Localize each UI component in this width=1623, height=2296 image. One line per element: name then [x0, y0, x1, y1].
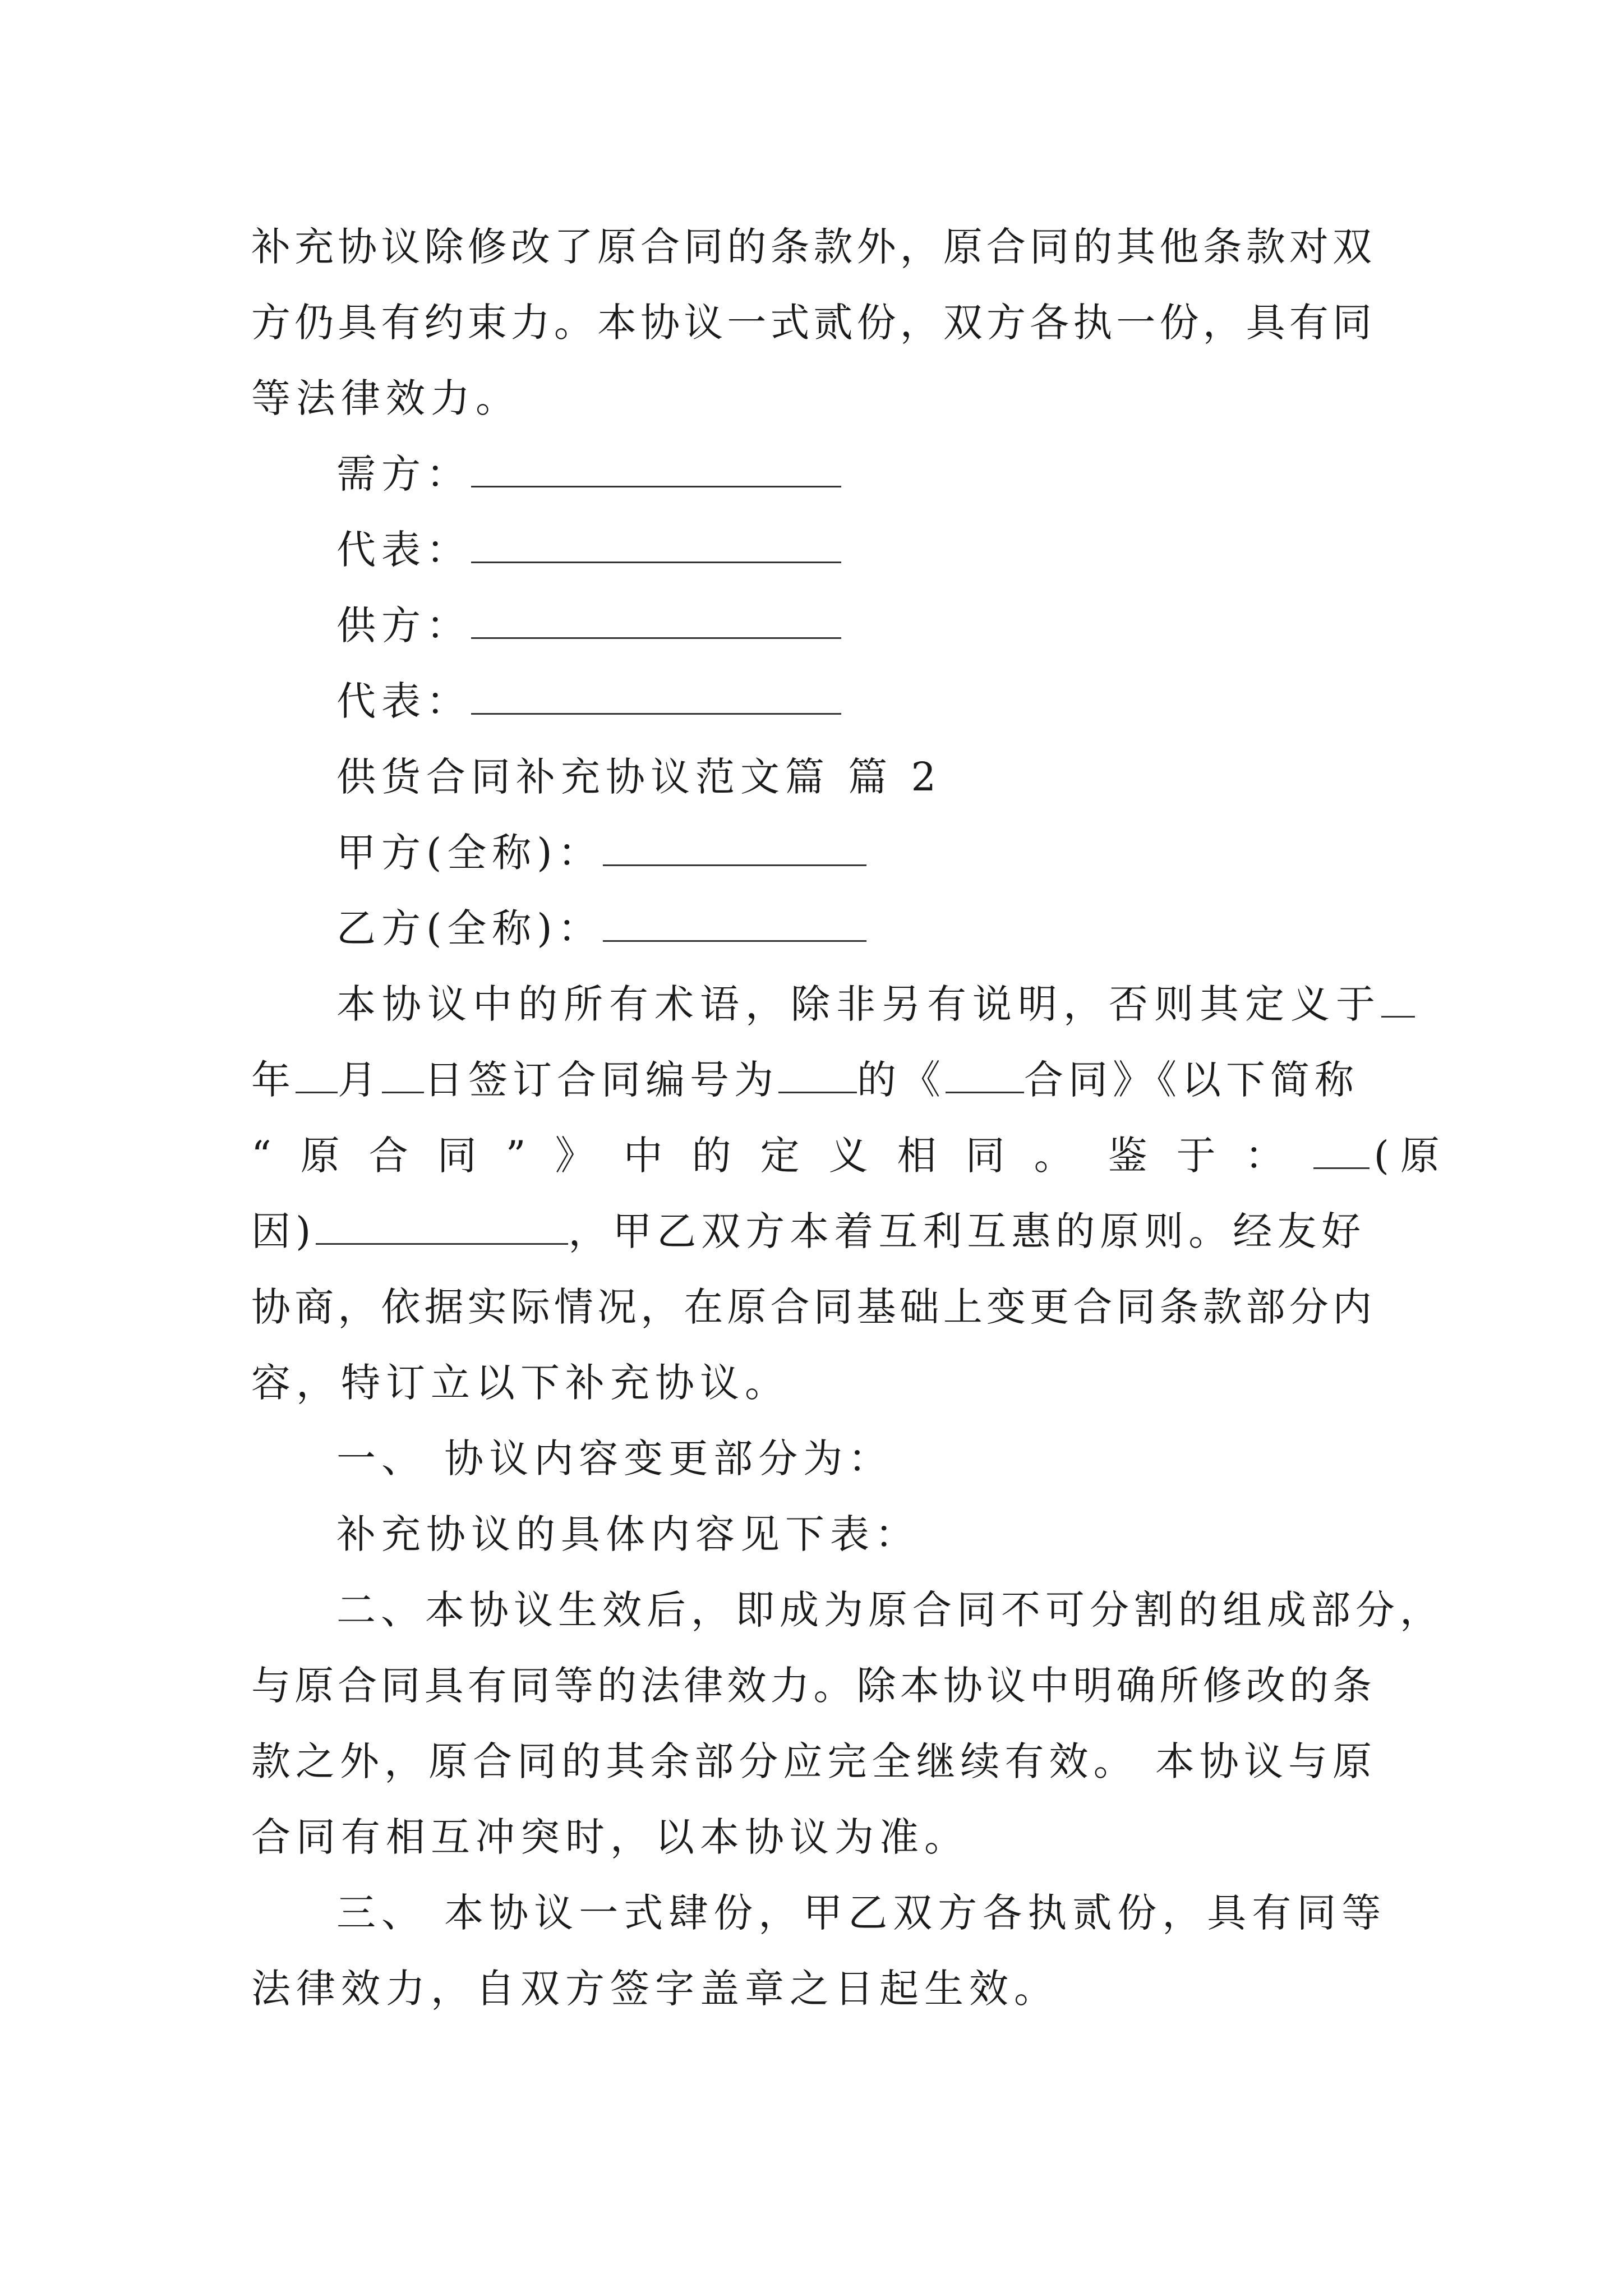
- signature-demand-party: [336, 451, 841, 497]
- item-3-line-2: 法律效力，自双方签字盖章之日起生效。: [251, 1966, 1059, 2012]
- para2-line-1: [336, 981, 1415, 1027]
- signature-label: 供方：: [336, 602, 471, 648]
- para2-line-5: 协商，依据实际情况，在原合同基础上变更合同条款部分内: [251, 1284, 1372, 1330]
- signature-supply-party: [336, 602, 841, 648]
- item-2-line-4: 合同有相互冲突时，以本协议为准。: [251, 1814, 969, 1860]
- para2-text: “原合同”》中的定义相同。: [251, 1133, 1103, 1179]
- section-title: 供货合同补充协议范文篇 篇 2: [336, 754, 942, 800]
- para2-text: 合同》《以下简称: [1024, 1057, 1359, 1103]
- signature-blank: [471, 682, 841, 715]
- contract-name-blank: [946, 1060, 1024, 1093]
- para2-text: ，甲乙双方本着互利互惠的原则。经友好: [568, 1208, 1366, 1254]
- signature-blank: [471, 606, 841, 639]
- para1-line-1: 补充协议除修改了原合同的条款外，原合同的其他条款对双: [251, 224, 1372, 270]
- month-blank: [382, 1060, 424, 1093]
- signature-blank: [471, 454, 841, 487]
- signature-blank: [471, 530, 841, 563]
- year-blank: [1381, 984, 1415, 1018]
- para2-line-4: [251, 1208, 1366, 1254]
- para2-line-2: [251, 1057, 1359, 1103]
- para2-line-3: [251, 1133, 1451, 1179]
- item-2-line-3: 款之外，原合同的其余部分应完全继续有效。 本协议与原: [251, 1738, 1372, 1784]
- reason-blank: [1313, 1136, 1370, 1169]
- para2-text: 鉴于：: [1108, 1133, 1313, 1179]
- party-a-line: [336, 830, 866, 876]
- year-blank: [296, 1060, 338, 1093]
- signature-label: 代表：: [336, 678, 471, 724]
- signature-label: 需方：: [336, 451, 471, 497]
- party-b-label: 乙方(全称)：: [336, 905, 603, 951]
- para1-line-3: 等法律效力。: [251, 375, 520, 421]
- contract-number-blank: [778, 1060, 857, 1093]
- para2-text: 年: [251, 1057, 296, 1103]
- para2-text: 的《: [857, 1057, 946, 1103]
- item-1-note: 补充协议的具体内容见下表：: [336, 1511, 920, 1557]
- item-1: 一、 协议内容变更部分为：: [336, 1435, 893, 1481]
- signature-label: 代表：: [336, 527, 471, 573]
- para2-text: 日签订合同编号为: [424, 1057, 778, 1103]
- party-b-blank: [603, 909, 866, 942]
- item-2-line-2: 与原合同具有同等的法律效力。除本协议中明确所修改的条: [251, 1663, 1372, 1709]
- para2-text: 月: [338, 1057, 382, 1103]
- party-b-line: [336, 905, 866, 951]
- item-3-line-1: 三、 本协议一式肆份，甲乙双方各执贰份，具有同等: [336, 1890, 1387, 1936]
- party-a-label: 甲方(全称)：: [336, 830, 603, 876]
- para1-line-2: 方仍具有约束力。本协议一式贰份，双方各执一份，具有同: [251, 300, 1372, 346]
- para2-text: (原: [1373, 1133, 1451, 1179]
- signature-supply-representative: [336, 678, 841, 724]
- para2-text: 因): [251, 1208, 316, 1254]
- signature-demand-representative: [336, 527, 841, 573]
- para2-line-6: 容，特订立以下补充协议。: [251, 1360, 790, 1406]
- item-2-line-1: 二、本协议生效后，即成为原合同不可分割的组成部分，: [336, 1587, 1444, 1633]
- party-a-blank: [603, 833, 866, 866]
- reason-detail-blank: [316, 1212, 568, 1245]
- para2-text: 本协议中的所有术语，除非另有说明，否则其定义于: [336, 981, 1381, 1027]
